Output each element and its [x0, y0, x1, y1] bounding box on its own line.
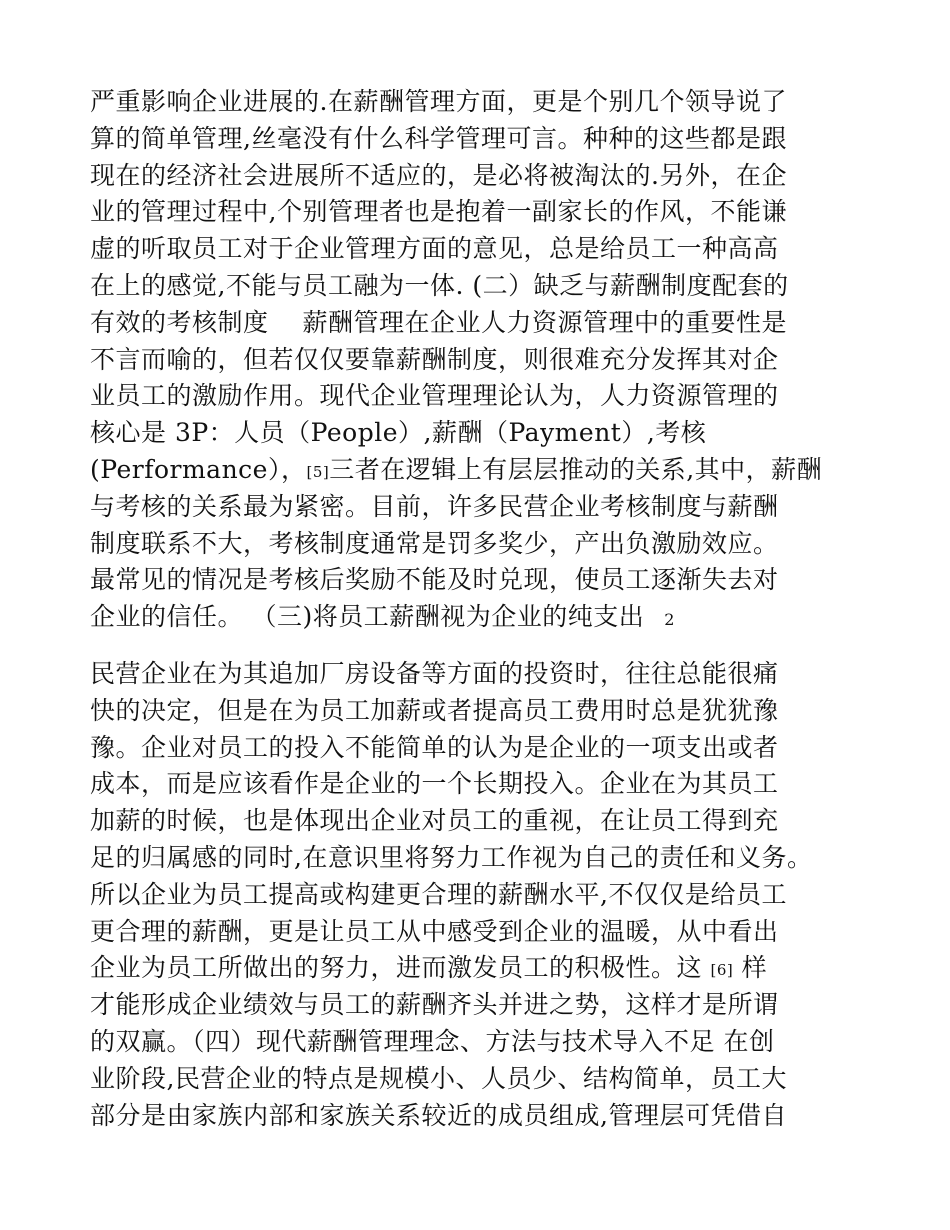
page-number: 2	[664, 610, 675, 630]
text-line: 豫。企业对员工的投入不能简单的认为是企业的一项支出或者	[90, 732, 779, 762]
text-line: 足的归属感的同时,在意识里将努力工作视为自己的责任和义务。	[90, 842, 813, 872]
text-line: 加薪的时候，也是体现出企业对员工的重视，在让员工得到充	[90, 806, 779, 836]
text-line: 部分是由家族内部和家族关系较近的成员组成,管理层可凭借自	[90, 1100, 787, 1130]
text-line	[90, 950, 880, 987]
text-line: 严重影响企业进展的.在薪酬管理方面，更是个别几个领导说了	[90, 87, 787, 116]
text-line: 民营企业在为其追加厂房设备等方面的投资时，往往总能很痛	[90, 659, 779, 688]
text-line: 核心是 3P：人员（People）,薪酬（Payment）,考核	[90, 418, 707, 448]
text-line	[90, 599, 880, 636]
text-line: 制度联系不大，考核制度通常是罚多奖少，产出负激励效应。	[90, 528, 779, 558]
text-line: 有效的考核制度 薪酬管理在企业人力资源管理中的重要性是	[90, 307, 787, 337]
text-segment: 企业的信任。 （三)将员工薪酬视为企业的纯支出	[90, 602, 645, 632]
text-segment: (Performance），	[90, 454, 307, 484]
text-line: 的双赢。（四）现代薪酬管理理念、方法与技术导入不足 在创	[90, 1026, 775, 1056]
paragraph-2	[90, 656, 880, 1134]
text-segment: 样	[741, 953, 768, 983]
text-segment: 企业为员工所做出的努力，进而激发员工的积极性。这	[90, 953, 703, 983]
text-line: 不言而喻的，但若仅仅要靠薪酬制度，则很难充分发挥其对企	[90, 344, 779, 374]
citation-ref: [5]	[306, 462, 330, 481]
text-line: 业阶段,民营企业的特点是规模小、人员少、结构简单，员工大	[90, 1063, 787, 1093]
text-line: 现在的经济社会进展所不适应的，是必将被淘汰的.另外，在企	[90, 160, 787, 190]
text-line: 在上的感觉,不能与员工融为一体. (二）缺乏与薪酬制度配套的	[90, 270, 789, 300]
text-line: 与考核的关系最为紧密。目前，许多民营企业考核制度与薪酬	[90, 491, 779, 521]
text-segment: 三者在逻辑上有层层推动的关系,其中，薪酬	[329, 454, 823, 484]
text-line: 虚的听取员工对于企业管理方面的意见，总是给员工一种高高	[90, 234, 779, 264]
text-line: 才能形成企业绩效与员工的薪酬齐头并进之势，这样才是所谓	[90, 990, 779, 1020]
text-line: 更合理的薪酬，更是让员工从中感受到企业的温暖，从中看出	[90, 916, 779, 946]
paragraph-1	[90, 84, 880, 636]
text-line: 最常见的情况是考核后奖励不能及时兑现，使员工逐渐失去对	[90, 565, 779, 595]
text-line: 算的简单管理,丝毫没有什么科学管理可言。种种的这些都是跟	[90, 123, 787, 153]
text-line: 所以企业为员工提高或构建更合理的薪酬水平,不仅仅是给员工	[90, 879, 787, 909]
text-line: 快的决定，但是在为员工加薪或者提高员工费用时总是犹犹豫	[90, 695, 779, 725]
text-line: 成本，而是应该看作是企业的一个长期投入。企业在为其员工	[90, 769, 779, 799]
text-line: 业员工的激励作用。现代企业管理理论认为，人力资源管理的	[90, 381, 779, 411]
citation-ref: [6]	[710, 961, 734, 980]
text-line: 业的管理过程中,个别管理者也是抱着一副家长的作风，不能谦	[90, 197, 787, 227]
text-line	[90, 452, 880, 489]
